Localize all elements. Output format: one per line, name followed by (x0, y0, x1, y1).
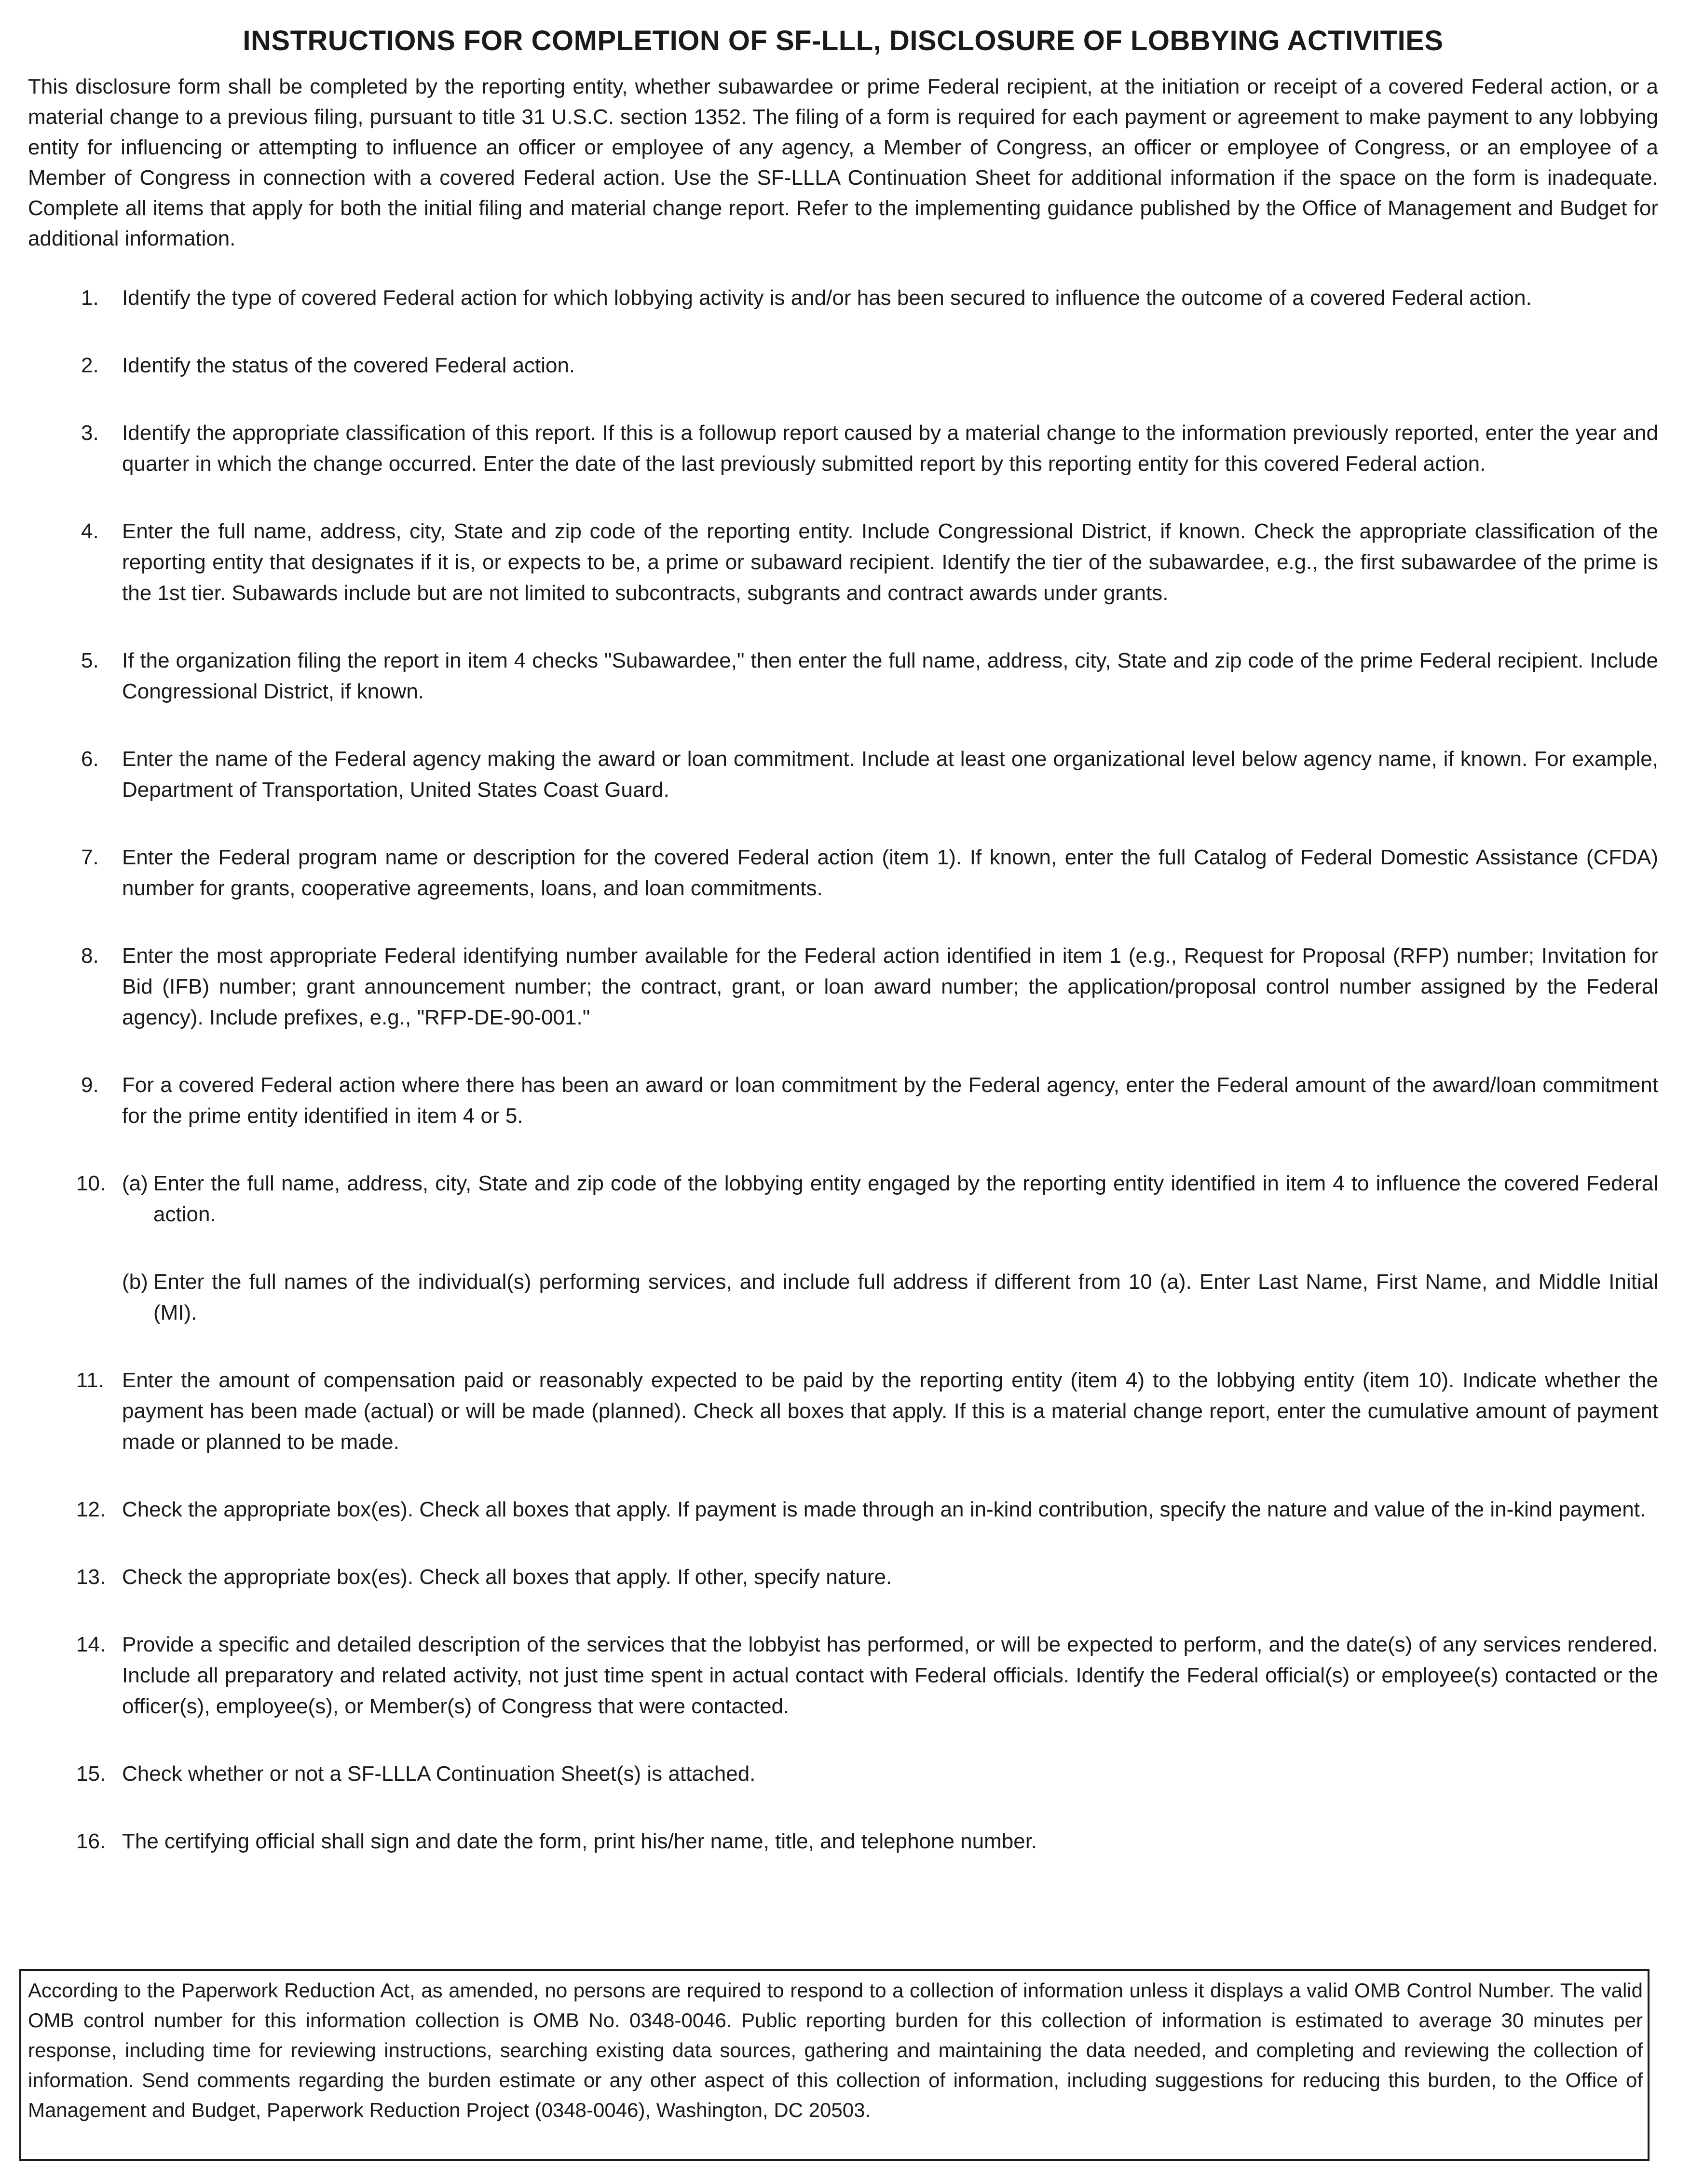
item-text: Check the appropriate box(es). Check all boxes that apply. If payment is made through an in-kind contribution, specify the nature and value of the in-kind payment. (122, 1498, 1646, 1521)
item-number: 15. (76, 1762, 106, 1786)
item-text: Identify the type of covered Federal action for which lobbying activity is and/or has been secured to influence the outcome of a covered Federal action. (122, 286, 1532, 310)
item-text: Provide a specific and detailed description of the services that the lobbyist has performed, or will be expected to perform, and the date(s) of any services rendered. Include all preparatory and related activity, not just time spent in actual contact with Federal officials. Identify the Federal official(s) or employee(s) contacted or the officer(s), employee(s), or Member(s) of Congress that were contacted. (122, 1633, 1658, 1718)
item-text: The certifying official shall sign and date the form, print his/her name, title, and telephone number. (122, 1829, 1037, 1853)
item-number: 14. (76, 1633, 106, 1656)
instruction-item-11 (28, 1365, 1658, 1458)
item-number: 12. (76, 1498, 106, 1521)
subitem-label: (b) (122, 1270, 148, 1294)
item-number: 6. (81, 747, 99, 771)
item-number: 3. (81, 421, 99, 445)
item-number: 9. (81, 1073, 99, 1097)
instruction-item-12 (28, 1494, 1658, 1525)
item-text: For a covered Federal action where there has been an award or loan commitment by the Federal agency, enter the Federal amount of the award/loan commitment for the prime entity identified in item 4 or 5. (122, 1073, 1658, 1128)
item-number: 1. (81, 286, 99, 310)
item-text: If the organization filing the report in item 4 checks "Subawardee," then enter the full name, address, city, State and zip code of the prime Federal recipient. Include Congressional District, if known. (122, 649, 1658, 703)
paperwork-reduction-notice: According to the Paperwork Reduction Act, as amended, no persons are required to respond to a collection of information unless it displays a valid OMB Control Number. The valid OMB control number for this information collection is OMB No. 0348-0046. Public reporting burden for this collection of information is estimated to average 30 minutes per response, including time for reviewing instructions, searching existing data sources, gathering and maintaining the data needed, and completing and reviewing the collection of information. Send comments regarding the burden estimate or any other aspect of this collection of information, including suggestions for reducing this burden, to the Office of Management and Budget, Paperwork Reduction Project (0348-0046), Washington, DC 20503. (19, 1969, 1649, 2161)
page-title: INSTRUCTIONS FOR COMPLETION OF SF-LLL, DISCLOSURE OF LOBBYING ACTIVITIES (243, 25, 1444, 56)
instruction-item-9 (28, 1070, 1658, 1132)
item-number: 16. (76, 1829, 106, 1853)
item-text: Enter the name of the Federal agency making the award or loan commitment. Include at least one organizational level below agency name, if known. For example, Department of Transportation, United States Coast Guard. (122, 747, 1658, 802)
item-number: 11. (76, 1368, 104, 1392)
instruction-item-10a (28, 1168, 1658, 1230)
item-number: 13. (76, 1565, 106, 1589)
instruction-list (28, 283, 1658, 1857)
instruction-item-15 (28, 1759, 1658, 1789)
item-number: 7. (81, 846, 99, 869)
instruction-item-8 (28, 941, 1658, 1033)
item-text: Identify the status of the covered Federal action. (122, 354, 575, 377)
item-text: Check whether or not a SF-LLLA Continuation Sheet(s) is attached. (122, 1762, 756, 1786)
instruction-item-16 (28, 1826, 1658, 1857)
instruction-item-2 (28, 350, 1658, 381)
instruction-item-13 (28, 1562, 1658, 1593)
subitem-label: (a) (122, 1172, 148, 1195)
item-number: 5. (81, 649, 99, 672)
instruction-item-5 (28, 645, 1658, 707)
intro-paragraph: This disclosure form shall be completed by the reporting entity, whether subawardee or prime Federal recipient, at the initiation or receipt of a covered Federal action, or a material change to a previous filing, pursuant to title 31 U.S.C. section 1352. The filing of a form is required for each payment or agreement to make payment to any lobbying entity for influencing or attempting to influence an officer or employee of any agency, a Member of Congress, an officer or employee of Congress, or an employee of a Member of Congress in connection with a covered Federal action. Use the SF-LLLA Continuation Sheet for additional information if the space on the form is inadequate. Complete all items that apply for both the initial filing and material change report. Refer to the implementing guidance published by the Office of Management and Budget for additional information. (28, 75, 1658, 250)
item-text: Enter the most appropriate Federal identifying number available for the Federal action identified in item 1 (e.g., Request for Proposal (RFP) number; Invitation for Bid (IFB) number; grant announcement number; the contract, grant, or loan award number; the application/proposal control number assigned by the Federal agency). Include prefixes, e.g., "RFP-DE-90-001." (122, 944, 1658, 1029)
item-text: Enter the full names of the individual(s) performing services, and include full address if different from 10 (a). Enter Last Name, First Name, and Middle Initial (MI). (153, 1270, 1658, 1324)
item-number: 2. (81, 354, 99, 377)
item-number: 4. (81, 519, 99, 543)
item-text: Enter the Federal program name or description for the covered Federal action (item 1). If known, enter the full Catalog of Federal Domestic Assistance (CFDA) number for grants, cooperative agreements, loans, and loan commitments. (122, 846, 1658, 900)
item-text: Enter the amount of compensation paid or reasonably expected to be paid by the reporting entity (item 4) to the lobbying entity (item 10). Indicate whether the payment has been made (actual) or will be made (planned). Check all boxes that apply. If this is a material change report, enter the cumulative amount of payment made or planned to be made. (122, 1368, 1658, 1454)
item-text: Identify the appropriate classification of this report. If this is a followup report caused by a material change to the information previously reported, enter the year and quarter in which the change occurred. Enter the date of the last previously submitted report by this reporting entity for this covered Federal action. (122, 421, 1658, 476)
instruction-item-3 (28, 418, 1658, 479)
instruction-item-14 (28, 1629, 1658, 1722)
instruction-item-7 (28, 842, 1658, 904)
instructions-page (28, 19, 1658, 1894)
item-text: Enter the full name, address, city, State and zip code of the lobbying entity engaged by the reporting entity identified in item 4 to influence the covered Federal action. (153, 1172, 1658, 1226)
item-number: 8. (81, 944, 99, 968)
instruction-item-10b (28, 1267, 1658, 1328)
instruction-item-1 (28, 283, 1658, 314)
instruction-item-4 (28, 516, 1658, 609)
instruction-item-6 (28, 744, 1658, 805)
item-text: Enter the full name, address, city, State and zip code of the reporting entity. Include Congressional District, if known. Check the appropriate classification of the reporting entity that designates if it is, or expects to be, a prime or subaward recipient. Identify the tier of the subawardee, e.g., the first subawardee of the prime is the 1st tier. Subawards include but are not limited to subcontracts, subgrants and contract awards under grants. (122, 519, 1658, 605)
item-number: 10. (76, 1172, 106, 1195)
item-text: Check the appropriate box(es). Check all boxes that apply. If other, specify nature. (122, 1565, 892, 1589)
